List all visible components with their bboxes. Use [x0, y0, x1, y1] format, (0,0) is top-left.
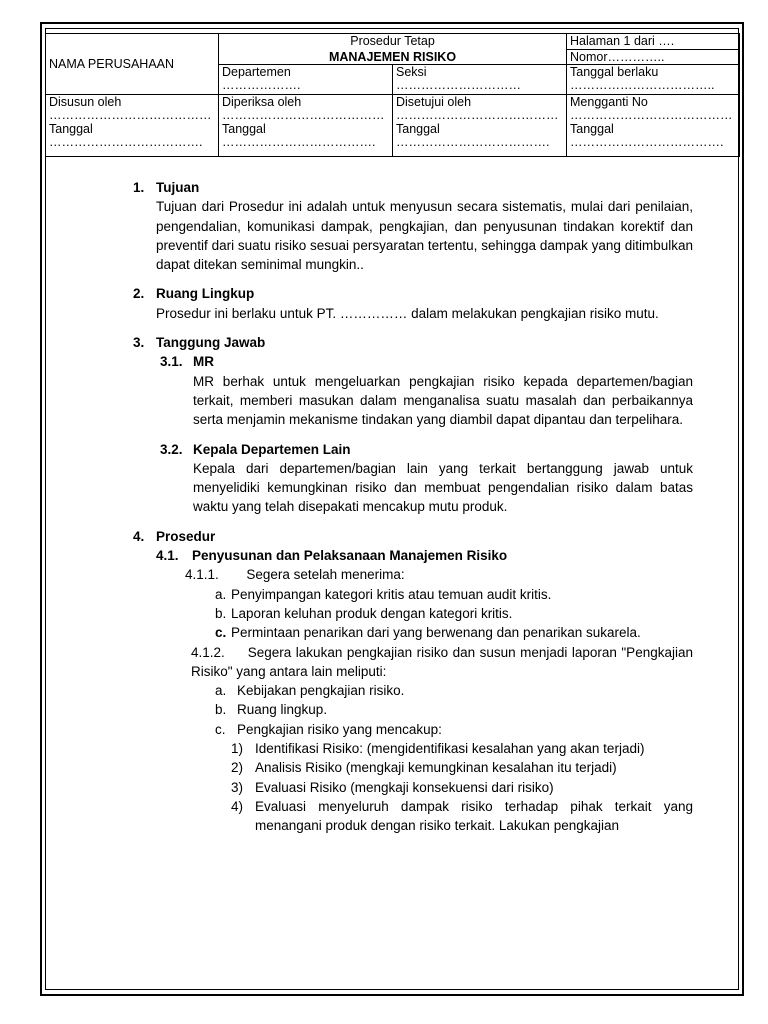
diperiksa-tanggal-label: Tanggal — [222, 122, 266, 136]
page-number: Halaman 1 dari …. — [570, 34, 675, 48]
mengganti-cell — [567, 95, 740, 157]
section-1-title: 1. Tujuan — [133, 178, 693, 197]
disusun-tanggal-label: Tanggal — [49, 122, 93, 136]
item-4-1-2-text: Segera lakukan pengkajian risiko dan susun menjadi laporan "Pengkajian Risiko" yang antara lain meliputi: — [191, 644, 693, 679]
item-4-1-2-c-2: 2) Analisis Risiko (mengkaji kemungkinan kesalahan itu terjadi) — [231, 760, 617, 776]
mengganti-tanggal-label: Tanggal — [570, 122, 614, 136]
departemen-label: Departemen — [222, 65, 291, 79]
section-3-2-text: Kepala dari departemen/bagian lain yang terkait bertanggung jawab untuk menyelidiki kemungkinan risiko dan membuat pengendalian risiko dalam batas waktu yang telah disepakati mencakup mutu produk. — [193, 460, 693, 515]
mengganti-tanggal-dots: ………………………………. — [570, 136, 724, 149]
section-3-1-number: 3.1. — [160, 354, 183, 370]
item-4-1-2-c-1: 1) Identifikasi Risiko: (mengidentifikasi kesalahan yang akan terjadi) — [231, 741, 645, 757]
disetujui-cell — [393, 95, 567, 157]
document-header-table — [45, 33, 740, 157]
item-4-1-2-c: c. Pengkajian risiko yang mencakup: — [215, 721, 442, 737]
section-3-title: 3. Tanggung Jawab — [133, 333, 693, 352]
seksi-value: ………………………… — [396, 79, 521, 92]
section-4-number: 4. — [133, 528, 145, 544]
nomor: Nomor………….. — [570, 50, 665, 64]
tanggal-berlaku-label: Tanggal berlaku — [570, 65, 659, 79]
nomor-cell — [567, 50, 740, 65]
disetujui-dots: ………………………………… — [396, 109, 559, 122]
item-4-1-2 — [133, 643, 693, 682]
disetujui-tanggal-dots: ………………………………. — [396, 136, 550, 149]
item-4-1-1-text: Segera setelah menerima: — [246, 567, 405, 583]
mengganti-label: Mengganti No — [570, 95, 648, 109]
section-3-1-title: 3.1. MR — [160, 352, 693, 371]
item-4-1-2-c-4: 4) Evaluasi menyeluruh dampak risiko terhadap pihak terkait yang menangani produk dengan risiko terkait. Lakukan pengkajian — [231, 798, 693, 834]
section-4-title: 4. Prosedur — [133, 527, 693, 546]
disusun-tanggal-dots: ………………………………. — [49, 136, 203, 149]
item-4-1-1-b: b. Laporan keluhan produk dengan kategori kritis. — [215, 605, 513, 621]
section-1-number: 1. — [133, 180, 145, 195]
company-name: NAMA PERUSAHAAN — [49, 57, 175, 71]
item-4-1-1-a: a. Penyimpangan kategori kritis atau temuan audit kritis. — [215, 586, 552, 602]
disusun-cell — [46, 95, 219, 157]
disusun-label: Disusun oleh — [49, 95, 122, 109]
item-4-1-1 — [133, 565, 693, 584]
section-4-1-title: 4.1. Penyusunan dan Pelaksanaan Manajemen Risiko — [156, 546, 693, 565]
section-2-title: 2. Ruang Lingkup — [133, 284, 693, 303]
diperiksa-dots: ………………………………… — [222, 109, 385, 122]
section-3-1-text: MR berhak untuk mengeluarkan pengkajian risiko kepada departemen/bagian terkait, memberi masukan dalam menganalisa suatu masalah dan perbaikannya serta menjamin mekanisme tindakan yang diambil dapat dipantau dan terpelihara. — [193, 373, 693, 428]
item-4-1-2-c-3: 3) Evaluasi Risiko (mengkaji konsekuensi dari risiko) — [231, 779, 554, 795]
section-1-text: Tujuan dari Prosedur ini adalah untuk menyusun secara sistematis, mulai dari penilaian, pengendalian, komunikasi dampak, pengkajian, dan penyusunan tindakan korektif dan preventif dari suatu risiko sesuai persyaratan tertentu, sehingga dampak yang ditimbulkan dapat ditekan seminimal mungkin.. — [156, 199, 693, 273]
section-3-number: 3. — [133, 335, 145, 351]
diperiksa-cell — [219, 95, 393, 157]
page-number-cell — [567, 34, 740, 50]
disetujui-tanggal-label: Tanggal — [396, 122, 440, 136]
disusun-dots: ………………………………… — [49, 109, 212, 122]
section-2-text: Prosedur ini berlaku untuk PT. …………… dalam melakukan pengkajian risiko mutu. — [156, 305, 659, 321]
item-4-1-2-a: a. Kebijakan pengkajian risiko. — [215, 683, 405, 699]
section-3-2-title: 3.2. Kepala Departemen Lain — [160, 440, 693, 459]
company-name-cell — [46, 34, 219, 95]
doc-type-cell — [219, 34, 567, 50]
section-4-1-number: 4.1. — [156, 548, 179, 564]
section-3-2-number: 3.2. — [160, 441, 183, 457]
disetujui-label: Disetujui oleh — [396, 95, 472, 109]
doc-title: MANAJEMEN RISIKO — [328, 49, 457, 64]
item-4-1-2-b: b. Ruang lingkup. — [215, 702, 328, 718]
seksi-cell — [393, 65, 567, 95]
diperiksa-label: Diperiksa oleh — [222, 95, 302, 109]
item-4-1-2-number: 4.1.2. — [191, 644, 225, 660]
doc-title-cell — [219, 50, 567, 65]
departemen-value: ………………. — [222, 79, 301, 92]
document-body — [133, 178, 693, 836]
diperiksa-tanggal-dots: ………………………………. — [222, 136, 376, 149]
tanggal-berlaku-cell — [567, 65, 740, 95]
section-2-number: 2. — [133, 286, 145, 302]
item-4-1-1-number: 4.1.1. — [185, 567, 219, 583]
mengganti-dots: ………………………………… — [570, 109, 733, 122]
departemen-cell — [219, 65, 393, 95]
seksi-label: Seksi — [396, 65, 427, 79]
tanggal-berlaku-value: …………………………….. — [570, 79, 715, 92]
item-4-1-1-c: c. Permintaan penarikan dari yang berwenang dan penarikan sukarela. — [215, 625, 641, 641]
doc-type: Prosedur Tetap — [350, 34, 435, 48]
